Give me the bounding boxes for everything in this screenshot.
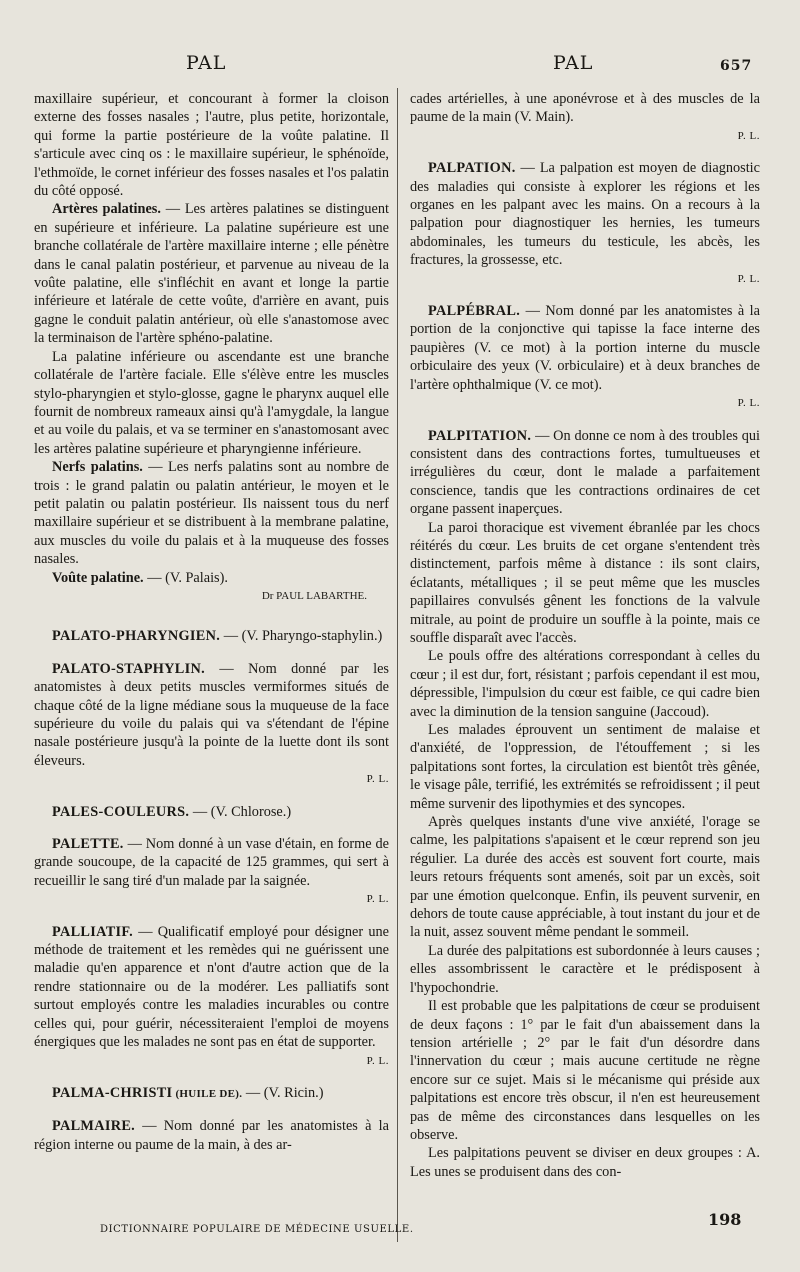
headword-pales-couleurs: PALES-COULEURS. (52, 803, 190, 820)
running-head-right: PAL (553, 52, 594, 74)
headword-palpitation: PALPITATION. (428, 427, 532, 444)
palma-christi-text: — (V. Ricin.) (242, 1084, 324, 1101)
palliatif-text: — Qualificatif employé pour désigner une méthode de traitement et les remèdes qui ne guérissent une maladie qu'en apparence et n'ont d'autre action que de la rendre stationnaire ou de la modérer. Les palliatifs sont surtout employés contre les maladies incurables ou contre celles qui, pour guérir, nécessiteraient l'emploi de moyens énergiques que les malades ne sont pas en état de supporter. (34, 923, 389, 1051)
page-number: 657 (720, 58, 753, 74)
palpation-text: — La palpation est moyen de diagnostic des maladies qui consiste à explorer les régions et les organes en les palpant avec les mains. On a recours à la palpation pour diagnostiquer les hernies, les tumeurs abdominales, les tumeurs du testicule, les abcès, les fractures, la grossesse, etc. (410, 160, 760, 269)
initials-signature: P. L. (737, 397, 760, 410)
entry-nerfs-palatins (34, 458, 389, 568)
entry-palma-christi (34, 1084, 389, 1103)
palma-christi-qualifier: (HUILE DE). (172, 1087, 243, 1100)
initials-signature: P. L. (366, 1054, 389, 1067)
running-head-left: PAL (186, 52, 227, 74)
entry-palmaire (34, 1117, 389, 1154)
right-column (410, 90, 760, 1181)
paragraph-pouls: Le pouls offre des altérations correspondant à celles du cœur ; il est dur, fort, résistant ; parfois cependant il est mou, dépressible, l'impulsion du cœur est faible, ce qui cadre bien avec la diminution de la tension sanguine (Jaccoud). (410, 648, 760, 720)
entry-palliatif (34, 923, 389, 1052)
entry-palette (34, 835, 389, 890)
entry-arteres-palatines (34, 200, 389, 347)
headword-palma-christi: PALMA-CHRISTI (52, 1084, 173, 1101)
paragraph-apres: Après quelques instants d'une vive anxiété, l'orage se calme, les palpitations s'apaisent et le cœur reprend son jeu régulier. La durée des accès est souvent fort courte, mais leurs retours fréquents sont amenés, soit par un excès, soit par une émotion quelconque. Enfin, ils peuvent survenir, en dehors de toute cause appréciable, à tout instant du jour et de la nuit, assez souvent même pendant le sommeil. (410, 814, 760, 941)
left-column (34, 90, 389, 1154)
palato-pharyngien-text: — (V. Pharyngo-staphylin.) (220, 628, 383, 645)
paragraph-palatine-inferieure: La palatine inférieure ou ascendante est une branche collatérale de l'artère faciale. Elle s'élève entre les muscles stylo-pharyngien et stylo-glosse, gagne le pharynx auquel elle fournit de nombreux rameaux ainsi qu'à l'amygdale, la langue et au voile du palais, et va se terminer en s'anastomosant avec les artères palatine supérieure et pharyngienne inférieure. (34, 348, 389, 457)
author-signature: Dr PAUL LABARTHE. (261, 589, 367, 602)
voute-text: — (V. Palais). (143, 569, 228, 586)
palette-text: — Nom donné à un vase d'étain, en forme de grande soucoupe, de la capacité de 125 grammes, qui sert à recueillir le sang tiré d'un malade par la saignée. (34, 836, 389, 889)
paragraph-malades: Les malades éprouvent un sentiment de malaise et d'anxiété, de l'oppression, de l'étouffement ; si les palpitations sont fortes, la circulation est bientôt très gênée, le visage pâle, terrifié, les extrémités se refroidissent ; il peut même survenir des lipothymies et des syncopes. (410, 722, 760, 812)
palpitation-text: — On donne ce nom à des troubles qui consistent dans des contractions fortes, tumultueuses et irrégulières du cœur, dont le malade a parfaitement conscience, tandis que les contractions ordinaires de cet organe passent inaperçues. (410, 427, 760, 518)
entry-palato-staphylin (34, 660, 389, 770)
initials-signature: P. L. (737, 129, 760, 142)
footer-title: DICTIONNAIRE POPULAIRE DE MÉDECINE USUELLE. (100, 1224, 414, 1235)
arteres-text: — Les artères palatines se distinguent en supérieure et inférieure. La palatine supérieure est une branche collatérale de l'artère maxillaire interne ; elle pénètre dans le canal palatin postérieur, et parvenue au niveau de la voûte palatine, elle s'infléchit en avant et longe la partie inférieure et latérale de cette voûte, d'arrière en avant, puis gagne le conduit palatin antérieur, où elle s'anastomose avec la terminaison de l'artère sphéno-palatine. (34, 201, 389, 347)
paragraph-palatin-continuation: maxillaire supérieur, et concourant à former la cloison externe des fosses nasales ; l'autre, plus petite, horizontale, qui forme la partie postérieure de la voûte palatine. Il s'articule avec cinq os : le maxillaire supérieur, le sphénoïde, l'ethmoïde, le cornet inférieur des fosses nasales et l'os palatin du côté opposé. (34, 91, 389, 200)
headword-palato-pharyngien: PALATO-PHARYNGIEN. (52, 628, 221, 645)
paragraph-paroi: La paroi thoracique est vivement ébranlée par les chocs réitérés du cœur. Les bruits de cet organe s'entendent très distinctement, parfois même à distance : ils sont clairs, éclatants, métalliques ; il se peut même que les muscles papillaires convulsés gênent les fonctions de la valvule mitrale, au point de produire un souffle à la pointe, mais ce souffle disparaît avec l'accès. (410, 519, 760, 646)
entry-voute-palatine (34, 569, 389, 587)
entry-palpebral (410, 302, 760, 394)
palato-staphylin-text: — Nom donné par les anatomistes à deux petits muscles vermiformes situés de chaque côté de la ligne médiane sous la muqueuse de la face supérieure du voile du palais qui va s'étendant de l'épine nasale postérieure jusqu'à la pointe de la luette dont ils sont éleveurs. (34, 660, 389, 769)
subheading-voute: Voûte palatine. (52, 569, 144, 586)
palmaire-text: — Nom donné par les anatomistes à la région interne ou paume de la main, à des ar- (34, 1118, 389, 1153)
entry-palpitation (410, 427, 760, 519)
nerfs-text: — Les nerfs palatins sont au nombre de trois : le grand palatin ou palatin antérieur, le moyen et le petit palatin ou palatin postérieur. Ils naissent tous du nerf maxillaire supérieur et se distribuent à la membrane palatine, aux muscles du voile du palais et à la muqueuse des fosses nasales. (34, 459, 389, 568)
headword-palette: PALETTE. (52, 836, 124, 853)
pales-couleurs-text: — (V. Chlorose.) (189, 803, 292, 820)
paragraph-diviser: Les palpitations peuvent se diviser en deux groupes : A. Les unes se produisent dans des con- (410, 1145, 760, 1180)
sheet-number: 198 (708, 1210, 742, 1229)
subheading-arteres: Artères palatines. (52, 201, 161, 218)
initials-signature: P. L. (366, 893, 389, 906)
initials-signature: P. L. (737, 272, 760, 285)
initials-signature: P. L. (366, 773, 389, 786)
paragraph-probable: Il est probable que les palpitations de cœur se produisent de deux façons : 1° par le fait d'un abaissement dans la tension artérielle ; 2° par le fait d'un désordre dans l'innervation du cœur ; mais aucune certitude ne règne encore sur ce sujet. Mais si le mécanisme qui préside aux palpitations est encore très obscur, il n'en est heureusement pas de même des circonstances dans lesquelles on les observe. (410, 998, 760, 1143)
entry-palato-pharyngien (34, 627, 389, 645)
paragraph-duree: La durée des palpitations est subordonnée à leurs causes ; elles assombrissent le caractère et le prédisposent à l'hypochondrie. (410, 942, 760, 996)
headword-palpation: PALPATION. (428, 160, 516, 177)
entry-pales-couleurs (34, 803, 389, 821)
column-divider (397, 88, 398, 1242)
headword-palpebral: PALPÉBRAL. (428, 303, 521, 320)
subheading-nerfs: Nerfs palatins. (52, 459, 143, 476)
headword-palato-staphylin: PALATO-STAPHYLIN. (52, 660, 205, 677)
entry-palpation (410, 159, 760, 269)
paragraph-palmaire-continuation: cades artérielles, à une aponévrose et à des muscles de la paume de la main (V. Main). (410, 91, 760, 126)
palpebral-text: — Nom donné par les anatomistes à la portion de la conjonctive qui tapisse la face interne des paupières (V. ce mot) à la portion interne du muscle orbiculaire des yeux (V. orbiculaire) et à deux branches de l'artère ophthalmique (V. ce mot). (410, 303, 760, 393)
headword-palliatif: PALLIATIF. (52, 923, 133, 940)
headword-palmaire: PALMAIRE. (52, 1118, 136, 1135)
